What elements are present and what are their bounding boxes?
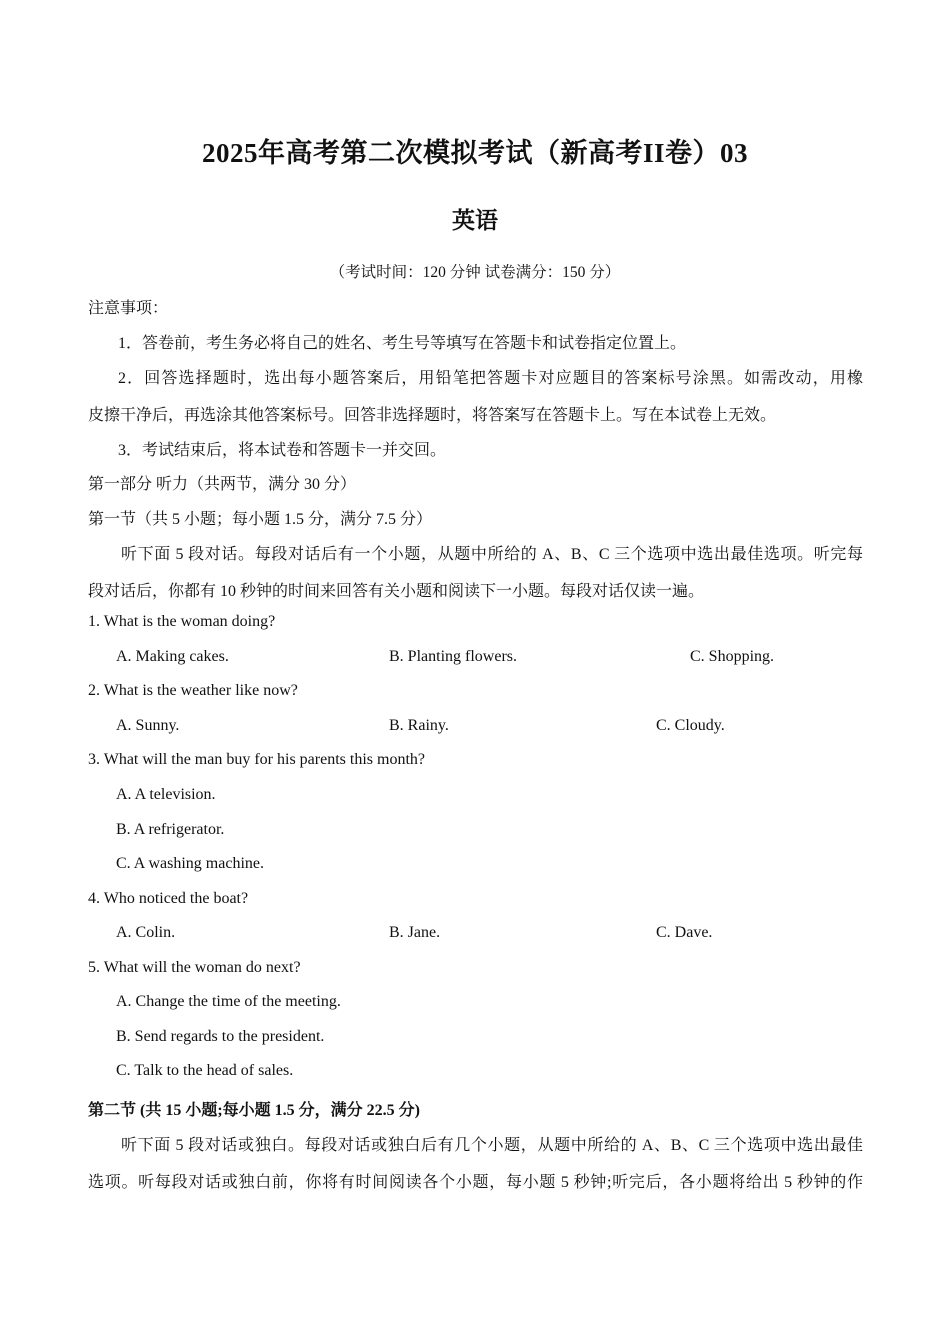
question-4-option-b: B. Jane.	[389, 924, 441, 941]
question-5-option-c: C. Talk to the head of sales.	[116, 1062, 294, 1079]
section2-instructions-line-1: 听下面 5 段对话或独白。每段对话或独白后有几个小题，从题中所给的 A、B、C 三个选项中选出最佳	[121, 1137, 863, 1154]
section2-instructions-line-2: 选项。听每段对话或独白前，你将有时间阅读各个小题，每小题 5 秒钟;听完后，各小题将给出 5 秒钟的作	[88, 1174, 863, 1191]
part1-heading: 第一部分 听力（共两节，满分 30 分）	[88, 476, 357, 493]
question-5: 5. What will the woman do next?	[88, 959, 301, 976]
section1-heading: 第一节（共 5 小题；每小题 1.5 分，满分 7.5 分）	[88, 511, 433, 528]
question-3-option-a: A. A television.	[116, 786, 216, 803]
note-item-1: 1．答卷前，考生务必将自己的姓名、考生号等填写在答题卡和试卷指定位置上。	[118, 335, 687, 352]
question-2-option-c: C. Cloudy.	[656, 717, 725, 734]
question-2: 2. What is the weather like now?	[88, 682, 298, 699]
question-3-option-c: C. A washing machine.	[116, 855, 264, 872]
section2-heading: 第二节 (共 15 小题;每小题 1.5 分，满分 22.5 分)	[88, 1102, 420, 1119]
question-2-option-b: B. Rainy.	[389, 717, 449, 734]
section1-instructions-line-2: 段对话后，你都有 10 秒钟的时间来回答有关小题和阅读下一小题。每段对话仅读一遍。	[88, 583, 705, 600]
section1-instructions-line-1: 听下面 5 段对话。每段对话后有一个小题，从题中所给的 A、B、C 三个选项中选出最佳选项。听完每	[121, 546, 863, 563]
question-2-option-a: A. Sunny.	[116, 717, 180, 734]
question-5-option-a: A. Change the time of the meeting.	[116, 993, 341, 1010]
note-item-3: 3．考试结束后，将本试卷和答题卡一并交回。	[118, 442, 447, 459]
question-1-option-a: A. Making cakes.	[116, 648, 229, 665]
question-3: 3. What will the man buy for his parents this month?	[88, 751, 425, 768]
exam-info: （考试时间：120 分钟 试卷满分：150 分）	[329, 264, 621, 281]
question-4: 4. Who noticed the boat?	[88, 890, 249, 907]
question-4-option-a: A. Colin.	[116, 924, 176, 941]
question-5-option-b: B. Send regards to the president.	[116, 1028, 325, 1045]
subject-title: 英语	[452, 208, 498, 233]
note-item-2-line-1: 2．回答选择题时，选出每小题答案后，用铅笔把答题卡对应题目的答案标号涂黑。如需改动，用橡	[118, 370, 863, 387]
question-1-option-b: B. Planting flowers.	[389, 648, 517, 665]
notes-heading: 注意事项：	[88, 300, 169, 317]
exam-title: 2025年高考第二次模拟考试（新高考II卷）03	[201, 138, 748, 168]
note-item-2-line-2: 皮擦干净后，再选涂其他答案标号。回答非选择题时，将答案写在答题卡上。写在本试卷上无效。	[88, 407, 777, 424]
question-4-option-c: C. Dave.	[656, 924, 713, 941]
question-3-option-b: B. A refrigerator.	[116, 821, 225, 838]
question-1: 1. What is the woman doing?	[88, 613, 276, 630]
question-1-option-c: C. Shopping.	[690, 648, 775, 665]
